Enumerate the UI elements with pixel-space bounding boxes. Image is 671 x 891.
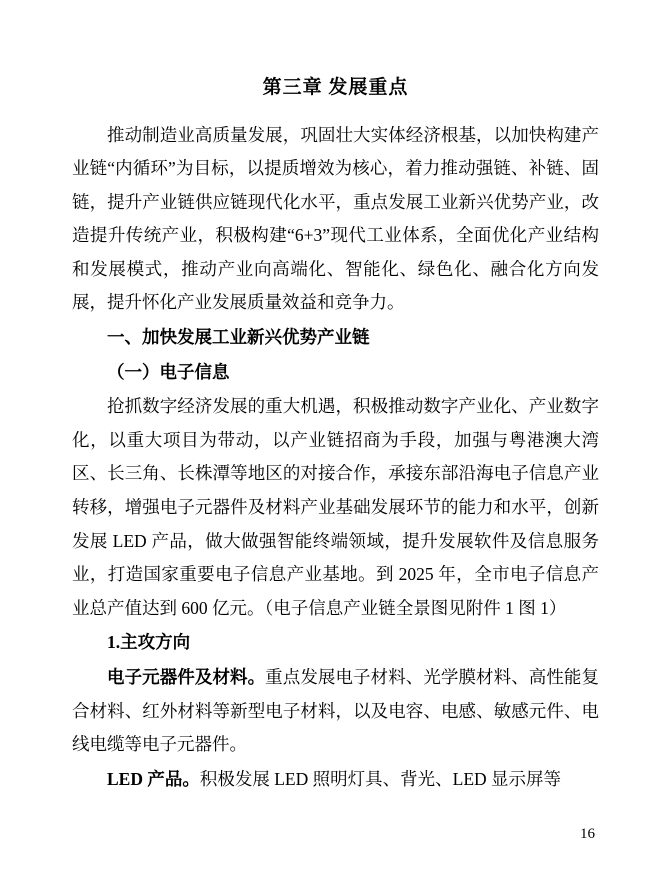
lead-in-led: LED 产品。 — [107, 768, 200, 789]
section-heading-1: 一、加快发展工业新兴优势产业链 — [107, 327, 370, 348]
paragraph-components-text: 重点发展电子材料、光学膜材料、高性能复合材料、红外材料等新型电子材料，以及电容、电感、敏感元件、电线电缆等电子元器件。 — [72, 667, 600, 755]
paragraph-components — [72, 661, 599, 762]
paragraph-led-text: 积极发展 LED 照明灯具、背光、LED 显示屏等 — [199, 768, 562, 789]
section-heading-2: （一）电子信息 — [107, 361, 230, 382]
paragraph-led — [72, 763, 599, 797]
page-title: 第三章 发展重点 — [262, 77, 409, 98]
page-number: 16 — [580, 826, 595, 842]
lead-in-components: 电子元器件及材料。 — [107, 667, 266, 687]
section-heading-3: 1.主攻方向 — [107, 632, 191, 653]
paragraph-electronic-info: 抢抓数字经济发展的重大机遇，积极推动数字产业化、产业数字化，以重大项目为带动，以产业链招商为手段，加强与粤港澳大湾区、长三角、长株潭等地区的对接合作，承接东部沿海电子信息产业转移，增强电子元器件及材料产业基础发展环节的能力和水平，创新发展 LED 产品，做大做强智能终端领域，提升发展软件及信息服务业，打造国家重要电子信息产业基地。到 2025 年，全市电子信息产业总产值达到 600 亿元。（电子信息产业链全景图见附件 1 图 1） — [72, 396, 599, 618]
paragraph-intro: 推动制造业高质量发展，巩固壮大实体经济根基，以加快构建产业链“内循环”为目标，以提质增效为核心，着力推动强链、补链、固链，提升产业链供应链现代化水平，重点发展工业新兴优势产业，改造提升传统产业，积极构建“6+3”现代工业体系，全面优化产业结构和发展模式，推动产业向高端化、智能化、绿色化、融合化方向发展，提升怀化产业发展质量效益和竞争力。 — [72, 124, 599, 313]
